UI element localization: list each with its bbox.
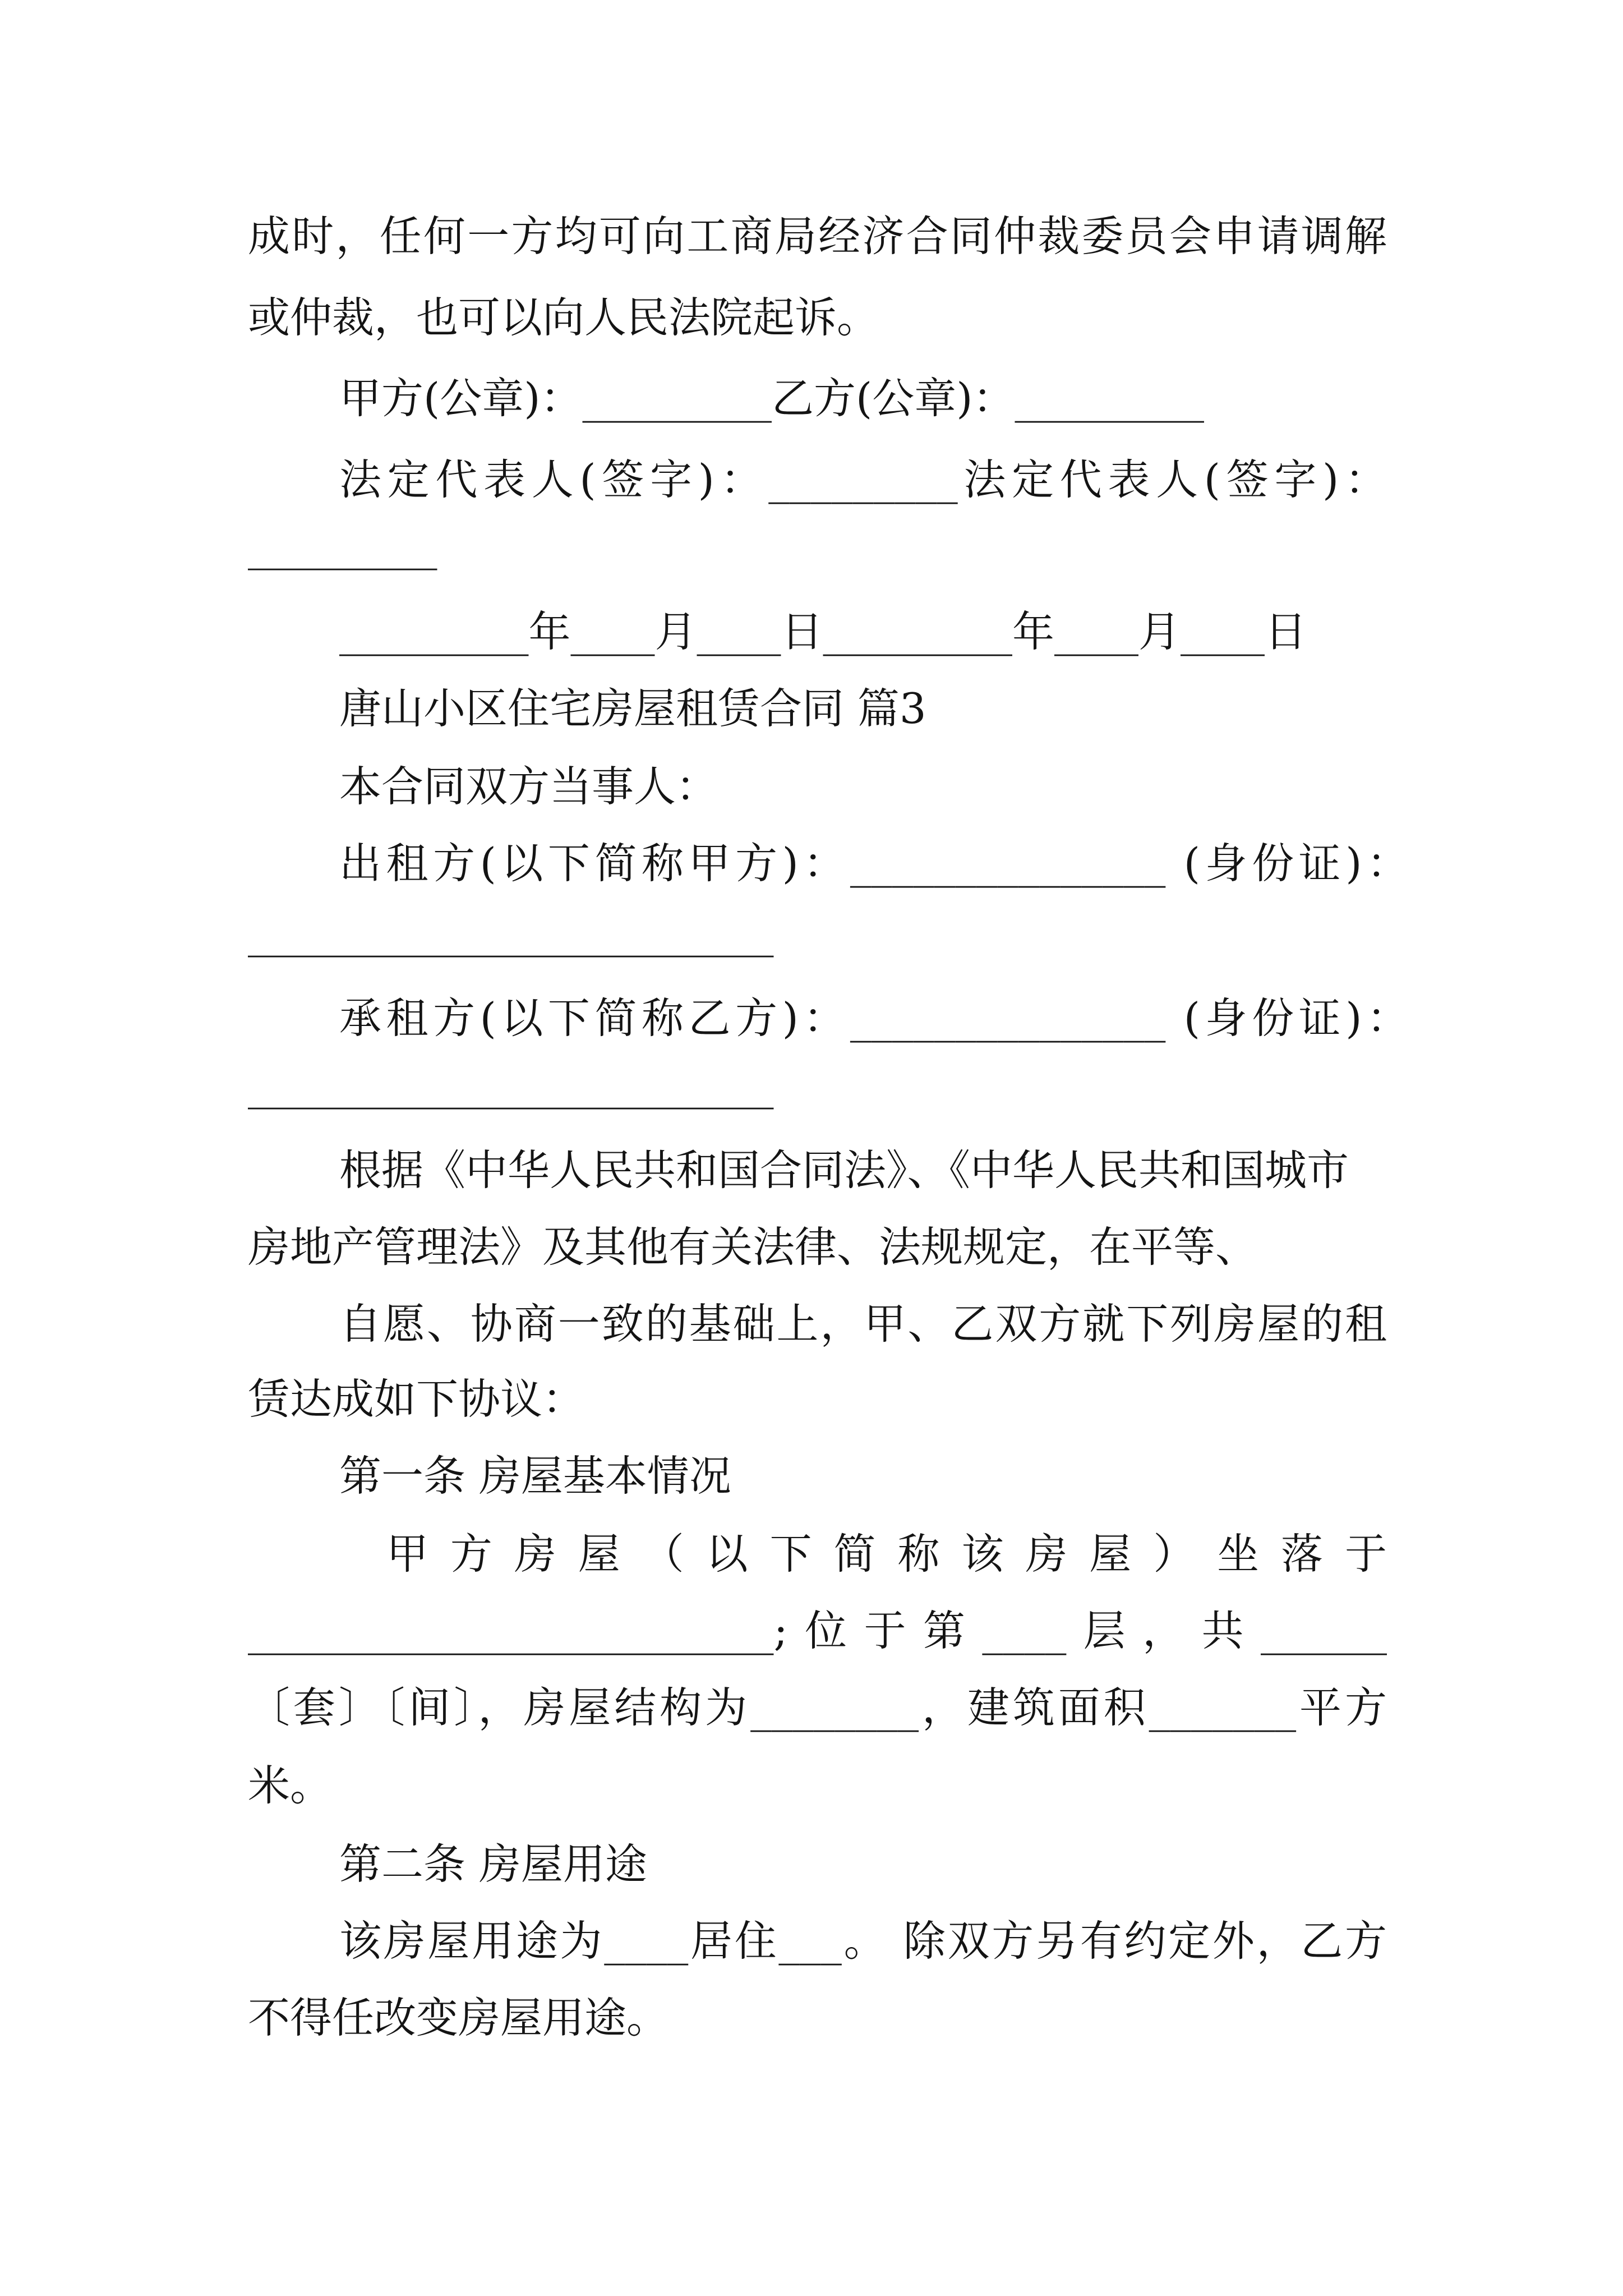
legal-representative-line: 法定代表人(签字)：_________法定代表人(签字)： [339,455,1387,504]
contract-title: 唐山小区住宅房屋租赁合同 篇3 [339,684,926,733]
signature-blank-line: _________ [248,521,437,570]
body-text-line: 成时，任何一方均可向工商局经济合同仲裁委员会申请调解 [248,211,1387,261]
body-text-line: 不得任改变房屋用途。 [248,1993,669,2042]
date-line: _________年____月____日_________年____月____日 [339,607,1307,656]
body-text-line: 根据《中华人民共和国合同法》、《中华人民共和国城市 [339,1145,1349,1195]
lessor-line: 出租方(以下简称甲方)：_______________ (身份证)： [339,839,1409,888]
lessee-id-blank: _________________________ [248,1060,774,1110]
body-text-line: 赁达成如下协议： [248,1374,585,1424]
article-2-heading: 第二条 房屋用途 [339,1839,647,1889]
body-text-line: _________________________;位于第____层，共______ [248,1606,1387,1655]
lessee-line: 承租方(以下简称乙方)：_______________ (身份证)： [339,993,1409,1043]
body-text-line: 〔套〕〔间〕，房屋结构为________，建筑面积_______平方 [248,1683,1387,1732]
parties-heading: 本合同双方当事人： [339,762,718,811]
body-text-line: 该房屋用途为____居住___。 除双方另有约定外，乙方 [339,1916,1387,1966]
body-text-line: 自愿、协商一致的基础上，甲、乙双方就下列房屋的租 [339,1299,1387,1349]
article-1-heading: 第一条 房屋基本情况 [339,1451,731,1501]
body-text-line: 或仲裁，也可以向人民法院起诉。 [248,293,879,342]
body-text-line: 房地产管理法》及其他有关法律、法规规定，在平等、 [248,1222,1258,1272]
seal-signature-line: 甲方(公章)：_________乙方(公章)：_________ [339,374,1205,423]
body-text-line: 米。 [248,1761,333,1810]
body-text-line: 甲方房屋（以下简称该房屋）坐落于 [386,1529,1387,1579]
lessor-id-blank: _________________________ [248,908,774,958]
